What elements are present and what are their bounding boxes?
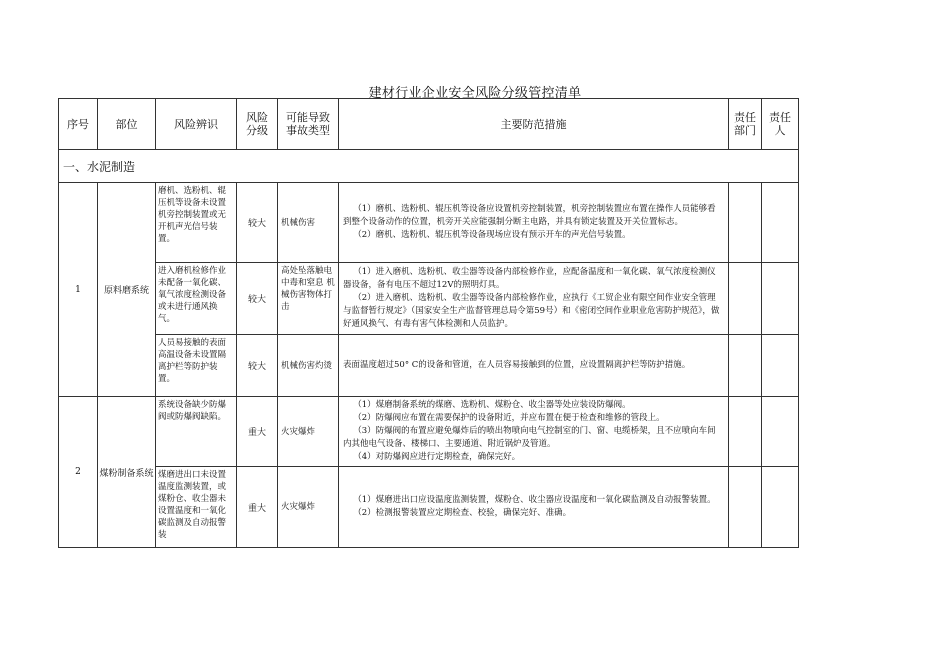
- resp-dept-cell: [729, 335, 762, 397]
- measure-line: （1）进入磨机、选粉机、收尘器等设备内部检修作业，应配备温度和一氧化碳、氧气浓度检测仪器设备，备有电压不超过12V的照明灯具。: [343, 267, 716, 290]
- header-level: 风险分级: [237, 99, 278, 150]
- risk-cell: 进入磨机检修作业未配备一氧化碳、氧气浓度检测设备或未进行通风换气。: [156, 263, 237, 335]
- resp-person-cell: [762, 397, 799, 467]
- seq-cell: 2: [59, 397, 98, 548]
- measures-cell: [339, 397, 729, 467]
- resp-dept-cell: [729, 397, 762, 467]
- measures-cell: [339, 335, 729, 397]
- header-seq: 序号: [59, 99, 98, 150]
- measure-line: （1）磨机、选粉机、辊压机等设备应设置机旁控制装置，机旁控制装置应布置在操作人员能够看到整个设备动作的位置，机旁开关应能强制分断主电路，并具有锁定装置及开关位置标志。: [343, 204, 716, 227]
- resp-dept-cell: [729, 467, 762, 548]
- accident-cell: 高处坠落触电 中毒和窒息 机械伤害物体打击: [278, 263, 339, 335]
- table-row: [59, 183, 799, 263]
- resp-person-cell: [762, 467, 799, 548]
- table-row: [59, 335, 799, 397]
- measures-cell: [339, 467, 729, 548]
- accident-cell: 机械伤害: [278, 183, 339, 263]
- measures-cell: [339, 263, 729, 335]
- document-title: 建材行业企业安全风险分级管控清单: [368, 86, 582, 101]
- measure-line: 表面温度超过50° C的设备和管道，在人员容易接触到的位置，应设置隔离护栏等防护措施。: [343, 360, 691, 370]
- resp-person-cell: [762, 263, 799, 335]
- measure-line: （1）煤磨制备系统的煤磨、选粉机、煤粉仓、收尘器等处应装设防爆阀。: [353, 400, 631, 410]
- header-measures: 主要防范措施: [339, 99, 729, 150]
- measure-line: （1）煤磨进出口应设温度监测装置，煤粉仓、收尘器应设温度和一氧化碳监测及自动报警装置。: [353, 495, 716, 505]
- risk-control-table: [58, 98, 799, 548]
- section-title: 一、水泥制造: [59, 150, 799, 183]
- level-cell: 较大: [237, 183, 278, 263]
- seq-cell: 1: [59, 183, 98, 397]
- measure-line: （2）防爆阀应布置在需要保护的设备附近，并应布置在便于检查和维修的管段上。: [353, 413, 665, 423]
- table-row: [59, 467, 799, 548]
- risk-cell: 磨机、选粉机、辊压机等设备未设置机旁控制装置或无开机声光信号装置。: [156, 183, 237, 263]
- measure-line: （4）对防爆阀应进行定期检查，确保完好。: [353, 452, 521, 462]
- level-cell: 较大: [237, 335, 278, 397]
- accident-cell: 火灾爆炸: [278, 397, 339, 467]
- header-accident: 可能导致事故类型: [278, 99, 339, 150]
- measure-line: （2）检测报警装置应定期检查、校验，确保完好、准确。: [353, 508, 572, 518]
- header-resp-dept: 责任部门: [729, 99, 762, 150]
- risk-cell: 人员易接触的表面高温设备未设置隔离护栏等防护装置。: [156, 335, 237, 397]
- level-cell: 较大: [237, 263, 278, 335]
- risk-cell: 系统设备缺少防爆阀或防爆阀缺陷。: [156, 397, 237, 467]
- accident-cell: 机械伤害灼烫: [278, 335, 339, 397]
- dept-cell: 原料磨系统: [98, 183, 156, 397]
- table-row: [59, 263, 799, 335]
- resp-dept-cell: [729, 263, 762, 335]
- measure-line: （2）磨机、选粉机、辊压机等设备现场应设有预示开车的声光信号装置。: [353, 230, 631, 240]
- measure-line: （3）防爆阀的布置应避免爆炸后的喷出物喷向电气控制室的门、窗、电缆桥架，且不应喷向车间内其他电气设备、楼梯口、主要通道、附近锅炉及管道。: [343, 426, 716, 449]
- resp-dept-cell: [729, 183, 762, 263]
- dept-cell: 煤粉制备系统: [98, 397, 156, 548]
- table-row: [59, 397, 799, 467]
- measures-cell: [339, 183, 729, 263]
- resp-person-cell: [762, 335, 799, 397]
- resp-person-cell: [762, 183, 799, 263]
- section-row: [59, 150, 799, 183]
- accident-cell: 火灾爆炸: [278, 467, 339, 548]
- table-header-row: [59, 99, 799, 150]
- header-dept: 部位: [98, 99, 156, 150]
- risk-cell: 煤磨进出口未设置温度监测装置，或煤粉仓、收尘器未设置温度和一氧化碳监测及自动报警装: [156, 467, 237, 548]
- header-risk-id: 风险辨识: [156, 99, 237, 150]
- level-cell: 重大: [237, 397, 278, 467]
- header-resp-person: 责任人: [762, 99, 799, 150]
- level-cell: 重大: [237, 467, 278, 548]
- measure-line: （2）进入磨机、选粉机、收尘器等设备内部检修作业，应执行《工贸企业有限空间作业安全管理与监督暂行规定》（国家安全生产监督管理总局令第59号）和《密闭空间作业职业危害防护规范》，做好通风换气、有毒有害气体检测和人员监护。: [343, 293, 720, 329]
